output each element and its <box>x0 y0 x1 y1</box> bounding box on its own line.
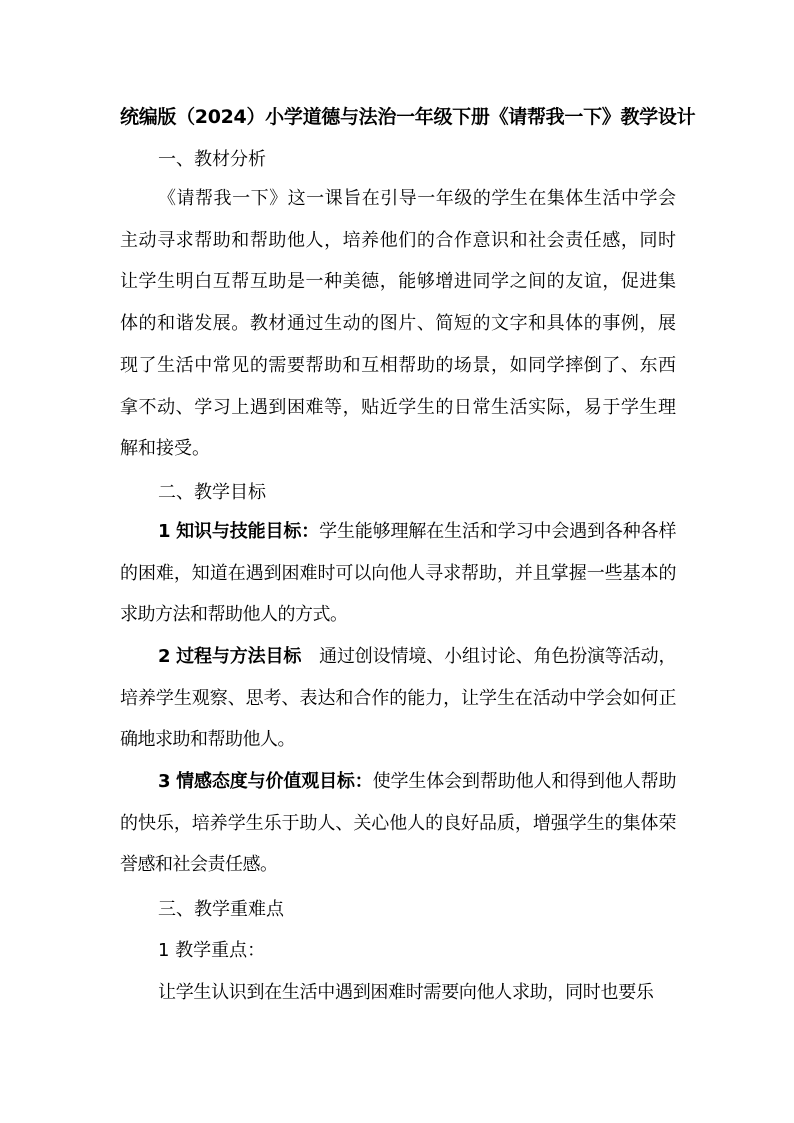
goal-text: 通过创设情境、小组讨论、角色扮演等活动，培养学生观察、思考、表达和合作的能力，让学生在活动中学会如何正确地求助和帮助他人。 <box>120 646 677 751</box>
goal-emotion-values <box>120 761 676 886</box>
section-heading-goals: 二、教学目标 <box>158 482 266 503</box>
paragraph-materials-analysis: 《请帮我一下》这一课旨在引导一年级的学生在集体生活中学会主动寻求帮助和帮助他人，培养他们的合作意识和社会责任感，同时让学生明白互帮互助是一种美德，能够增进同学之间的友谊，促进集体的和谐发展。教材通过生动的图片、简短的文字和具体的事例，展现了生活中常见的需要帮助和互相帮助的场景，如同学摔倒了、东西拿不动、学习上遇到困难等，贴近学生的日常生活实际，易于学生理解和接受。 <box>120 188 676 460</box>
section-heading-key-points: 三、教学重难点 <box>158 899 284 920</box>
section-heading-materials: 一、教材分析 <box>158 149 266 170</box>
document-title: 统编版（2024）小学道德与法治一年级下册《请帮我一下》教学设计 <box>120 106 696 128</box>
goal-label: 3 情感态度与价值观目标： <box>158 771 373 792</box>
goal-label: 2 过程与方法目标 <box>158 646 302 667</box>
goal-text: 使学生体会到帮助他人和得到他人帮助的快乐，培养学生乐于助人、关心他人的良好品质，增强学生的集体荣誉感和社会责任感。 <box>120 771 677 876</box>
goal-knowledge-skills <box>120 511 676 636</box>
goal-text: 学生能够理解在生活和学习中会遇到各种各样的困难，知道在遇到困难时可以向他人寻求帮助，并且掌握一些基本的求助方法和帮助他人的方式。 <box>120 521 676 626</box>
paragraph-key-point: 让学生认识到在生活中遇到困难时需要向他人求助，同时也要乐 <box>158 982 654 1003</box>
goal-process-methods <box>120 636 676 761</box>
subheading-key-point: 1 教学重点： <box>158 940 266 961</box>
goal-label: 1 知识与技能目标： <box>158 521 320 542</box>
